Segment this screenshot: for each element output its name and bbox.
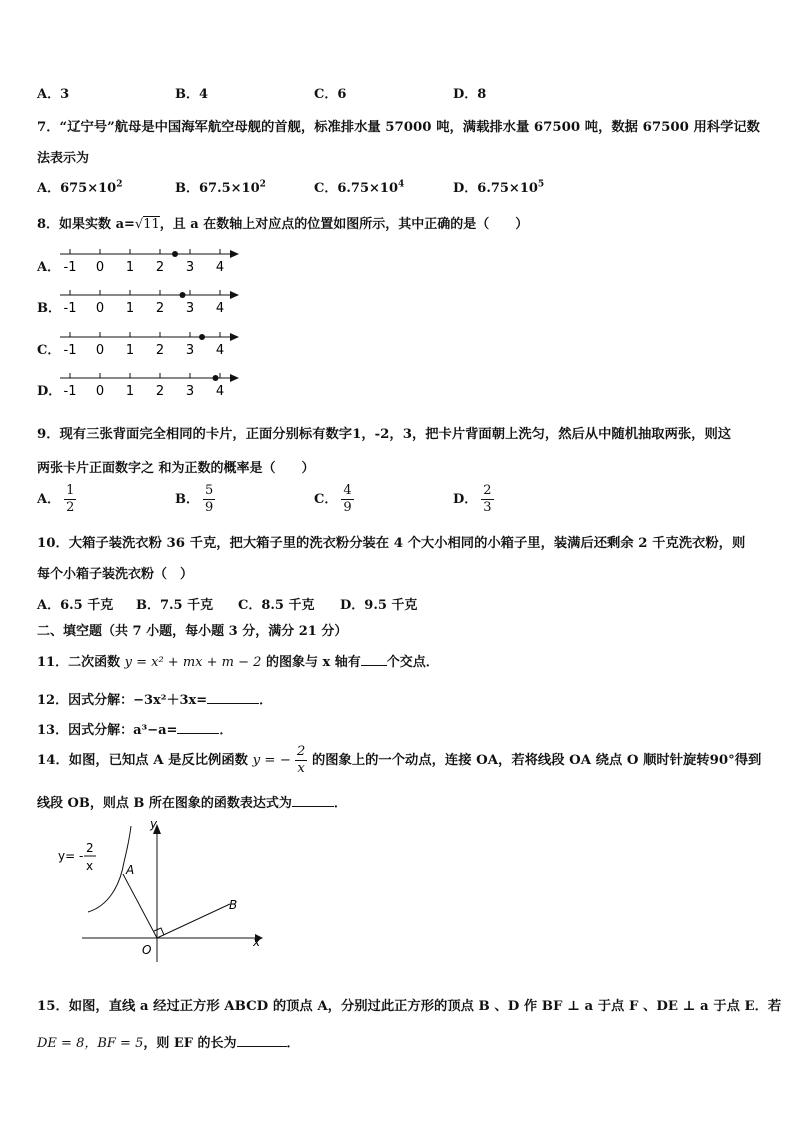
number-line-arrow-icon — [230, 374, 239, 382]
q7-option-a: A．$675\times 10^2$ — [37, 179, 123, 196]
q9-option-a: A． $\frac{1}{2}$ — [37, 483, 75, 515]
number-line-point — [199, 334, 205, 340]
point-a-label: A — [126, 863, 135, 877]
q7-line2: 法表示为 — [37, 151, 90, 166]
number-line-tick-label: 3 — [185, 343, 195, 358]
number-line-point — [172, 251, 178, 257]
q9-option-c: C． $\frac{4}{9}$ — [314, 483, 352, 515]
q8-option-d-label: D． — [37, 384, 62, 399]
curve-label-den: x — [86, 859, 94, 873]
q13: 13．因式分解：a³−a= ． — [37, 723, 233, 738]
number-line-tick-label: 3 — [185, 260, 195, 275]
number-line-arrow-icon — [230, 250, 239, 258]
q12: 12．因式分解：−3x²＋3x= ． — [37, 693, 273, 708]
q15-line1: 15．如图，直线 a 经过正方形 ABCD 的顶点 A，分别过此正方形的顶点 B 、D 作 BF ⊥ a 于点 F 、DE ⊥ a 于点 E．若 — [37, 999, 782, 1014]
q8-option-b-label: B． — [37, 301, 61, 316]
right-angle-mark — [154, 928, 164, 935]
number-line-tick-label: -1 — [63, 384, 77, 399]
q6-option-b: B．4 — [175, 87, 209, 102]
q9-line1: 9．现有三张背面完全相同的卡片，正面分别标有数字1，-2，3，把卡片背面朝上洗匀，然后从中随机抽取两张，则这 — [37, 427, 732, 442]
origin-label: O — [142, 943, 152, 957]
q6-option-c: C．6 — [314, 87, 347, 102]
hyperbola-curve — [88, 826, 131, 912]
number-line-tick-label: 2 — [155, 301, 165, 316]
number-line-point — [180, 292, 186, 298]
number-line-tick-label: 4 — [215, 260, 225, 275]
number-line-tick-label: -1 — [63, 260, 77, 275]
number-line-a — [58, 248, 243, 276]
q10-line2: 每个小箱子装洗衣粉（ ） — [37, 567, 194, 582]
point-b-label: B — [229, 898, 238, 912]
curve-label-num: 2 — [86, 841, 94, 855]
number-line-tick-label: -1 — [63, 343, 77, 358]
q6-option-d: D．8 — [453, 87, 487, 102]
number-line-tick-label: -1 — [63, 301, 77, 316]
segment-ob — [157, 904, 230, 938]
number-line-arrow-icon — [230, 333, 239, 341]
q8-stem: 8．如果实数 a=√11，且 a 在数轴上对应点的位置如图所示，其中正确的是（ ） — [37, 217, 529, 232]
q6-option-a: A．3 — [37, 87, 70, 102]
segment-oa — [123, 874, 157, 938]
q9-option-b: B． $\frac{5}{9}$ — [175, 483, 214, 515]
curve-label: y= - — [58, 849, 84, 863]
number-line-point — [213, 375, 219, 381]
q9-option-d: D． $\frac{2}{3}$ — [453, 483, 492, 515]
q15-line2: DE = 8，BF = 5，则 EF 的长为 ． — [37, 1036, 300, 1051]
q8-option-c-label: C． — [37, 343, 61, 358]
q14-line2: 线段 OB，则点 B 所在图象的函数表达式为 ． — [37, 796, 347, 811]
q7-option-b: B．$67.5\times 10^2$ — [175, 179, 266, 196]
number-line-b — [58, 289, 243, 317]
number-line-tick-label: 4 — [215, 343, 225, 358]
number-line-tick-label: 3 — [185, 301, 195, 316]
number-line-tick-label: 2 — [155, 384, 165, 399]
number-line-tick-label: 0 — [95, 384, 105, 399]
number-line-d — [58, 372, 243, 400]
number-line-tick-label: 1 — [125, 301, 135, 316]
number-line-tick-label: 2 — [155, 343, 165, 358]
q11: 11．二次函数 y = x² + mx + m − 2 的图象与 x 轴有 个交点． — [37, 655, 439, 670]
number-line-arrow-icon — [230, 291, 239, 299]
q7-option-d: D．$6.75\times 10^5$ — [453, 179, 545, 196]
number-line-tick-label: 0 — [95, 301, 105, 316]
number-line-tick-label: 2 — [155, 260, 165, 275]
number-line-tick-label: 1 — [125, 260, 135, 275]
q8-option-a-label: A． — [37, 260, 61, 275]
q10-option-c: C．8.5 千克 — [238, 598, 315, 613]
number-line-tick-label: 0 — [95, 343, 105, 358]
q9-line2: 两张卡片正面数字之 和为正数的概率是（ ） — [37, 461, 315, 476]
q10-option-d: D．9.5 千克 — [340, 598, 418, 613]
q10-option-a: A．6.5 千克 — [37, 598, 114, 613]
y-label: y — [150, 817, 158, 831]
q10-option-b: B．7.5 千克 — [136, 598, 214, 613]
q14-line1: 14．如图，已知点 A 是反比例函数 y = − $\frac{2}{x}$ 的图象上的一个动点，连接 OA，若将线段 OA 绕点 O 顺时针旋转90°得到 — [37, 744, 762, 776]
number-line-c — [58, 331, 243, 359]
number-line-tick-label: 1 — [125, 384, 135, 399]
x-label: x — [253, 935, 261, 949]
number-line-tick-label: 4 — [215, 301, 225, 316]
number-line-tick-label: 0 — [95, 260, 105, 275]
number-line-tick-label: 3 — [185, 384, 195, 399]
q7-line1: 7．“辽宁号”航母是中国海军航空母舰的首舰，标准排水量 57000 吨，满载排水量 67500 吨，数据 67500 用科学记数 — [37, 120, 760, 135]
number-line-tick-label: 1 — [125, 343, 135, 358]
section2-heading: 二、填空题（共 7 小题，每小题 3 分，满分 21 分） — [37, 624, 348, 639]
q7-option-c: C．$6.75\times 10^4$ — [314, 179, 405, 196]
q14-graph — [50, 812, 280, 962]
q10-line1: 10．大箱子装洗衣粉 36 千克，把大箱子里的洗衣粉分装在 4 个大小相同的小箱子里，装满后还剩余 2 千克洗衣粉，则 — [37, 536, 746, 551]
number-line-tick-label: 4 — [215, 384, 225, 399]
